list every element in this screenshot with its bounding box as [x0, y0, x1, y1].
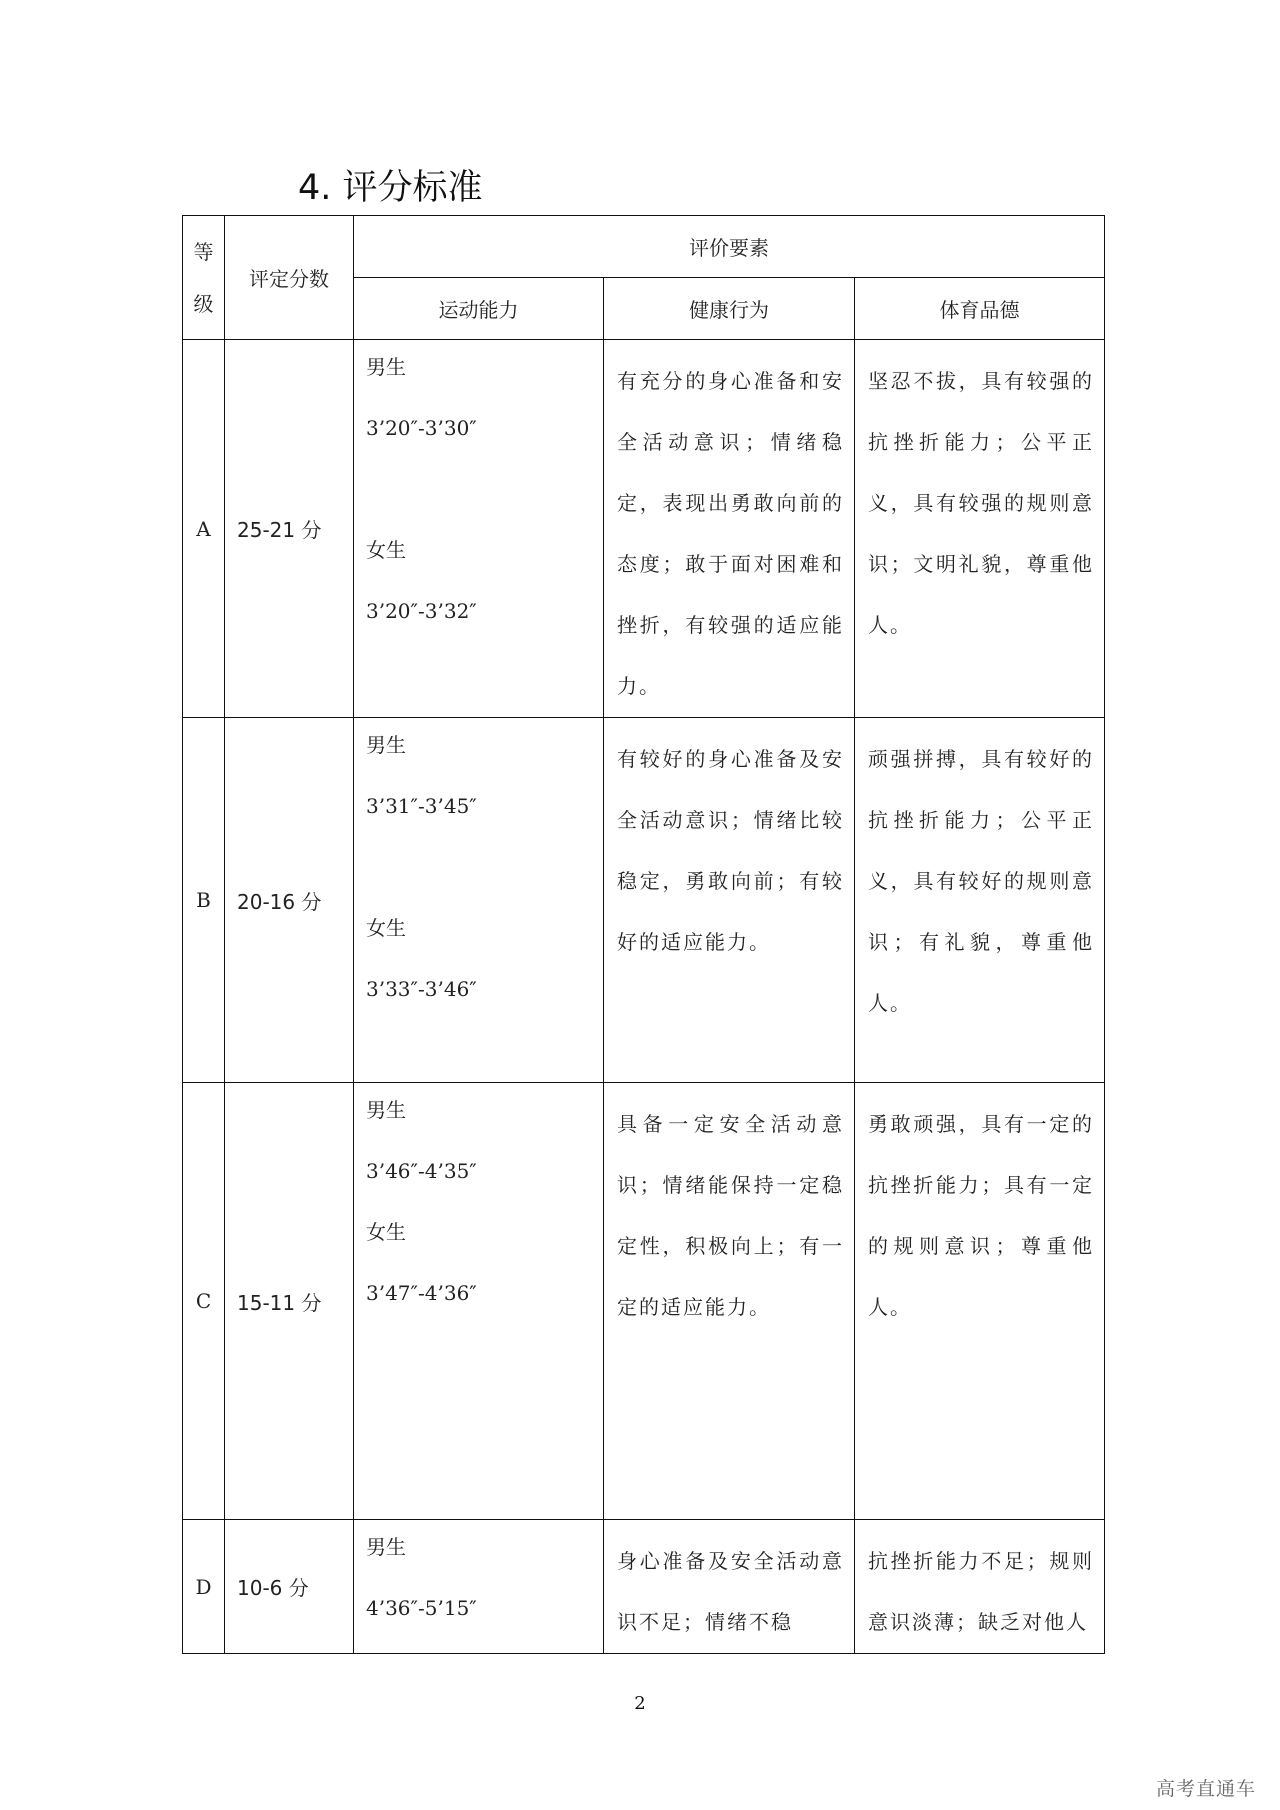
table-row: [183, 340, 1105, 718]
male-label: 男生: [366, 1535, 406, 1559]
female-time: 3’20″-3’32″: [366, 599, 477, 623]
score-cell: 25-21 分: [225, 340, 354, 718]
header-health: 健康行为: [604, 278, 855, 340]
header-motor: 运动能力: [354, 278, 604, 340]
section-title: 4. 评分标准: [298, 168, 483, 208]
table-row: [183, 1083, 1105, 1520]
health-cell: 具备一定安全活动意识；情绪能保持一定稳定性，积极向上；有一定的适应能力。: [604, 1083, 855, 1520]
motor-cell: [354, 340, 604, 718]
score-cell: 15-11 分: [225, 1083, 354, 1520]
header-elements: 评价要素: [354, 216, 1105, 278]
male-time: 3’31″-3’45″: [366, 794, 477, 818]
grading-standard-table: [182, 215, 1105, 1654]
grade-cell: D: [183, 1520, 225, 1654]
ethics-cell: 抗挫折能力不足；规则意识淡薄；缺乏对他人: [855, 1520, 1105, 1654]
table-row: [183, 718, 1105, 1083]
header-score: 评定分数: [225, 216, 354, 340]
score-cell: 20-16 分: [225, 718, 354, 1083]
male-label: 男生: [366, 355, 406, 379]
male-label: 男生: [366, 733, 406, 757]
health-cell: 身心准备及安全活动意识不足；情绪不稳: [604, 1520, 855, 1654]
female-label: 女生: [366, 538, 406, 562]
male-time: 4’36″-5’15″: [366, 1596, 477, 1620]
header-ethics: 体育品德: [855, 278, 1105, 340]
grade-cell: B: [183, 718, 225, 1083]
female-time: 3’47″-4’36″: [366, 1281, 477, 1305]
ethics-cell: 坚忍不拔，具有较强的抗挫折能力；公平正义，具有较强的规则意识；文明礼貌，尊重他人。: [855, 340, 1105, 718]
female-label: 女生: [366, 1220, 406, 1244]
motor-cell: [354, 1520, 604, 1654]
page-number: 2: [634, 1693, 646, 1714]
table-row: [183, 1520, 1105, 1654]
grade-cell: C: [183, 1083, 225, 1520]
male-time: 3’46″-4’35″: [366, 1159, 477, 1183]
male-time: 3’20″-3’30″: [366, 416, 477, 440]
motor-cell: [354, 1083, 604, 1520]
motor-cell: [354, 718, 604, 1083]
female-time: 3’33″-3’46″: [366, 977, 477, 1001]
male-label: 男生: [366, 1098, 406, 1122]
health-cell: 有充分的身心准备和安全活动意识；情绪稳定，表现出勇敢向前的态度；敢于面对困难和挫折，有较强的适应能力。: [604, 340, 855, 718]
grade-cell: A: [183, 340, 225, 718]
female-label: 女生: [366, 916, 406, 940]
ethics-cell: 勇敢顽强，具有一定的抗挫折能力；具有一定的规则意识；尊重他人。: [855, 1083, 1105, 1520]
score-cell: 10-6 分: [225, 1520, 354, 1654]
header-grade: 等级: [183, 216, 225, 340]
header-row-1: [183, 216, 1105, 278]
ethics-cell: 顽强拼搏，具有较好的抗挫折能力；公平正义，具有较好的规则意识；有礼貌，尊重他人。: [855, 718, 1105, 1083]
health-cell: 有较好的身心准备及安全活动意识；情绪比较稳定，勇敢向前；有较好的适应能力。: [604, 718, 855, 1083]
watermark: 高考直通车: [1155, 1778, 1256, 1800]
